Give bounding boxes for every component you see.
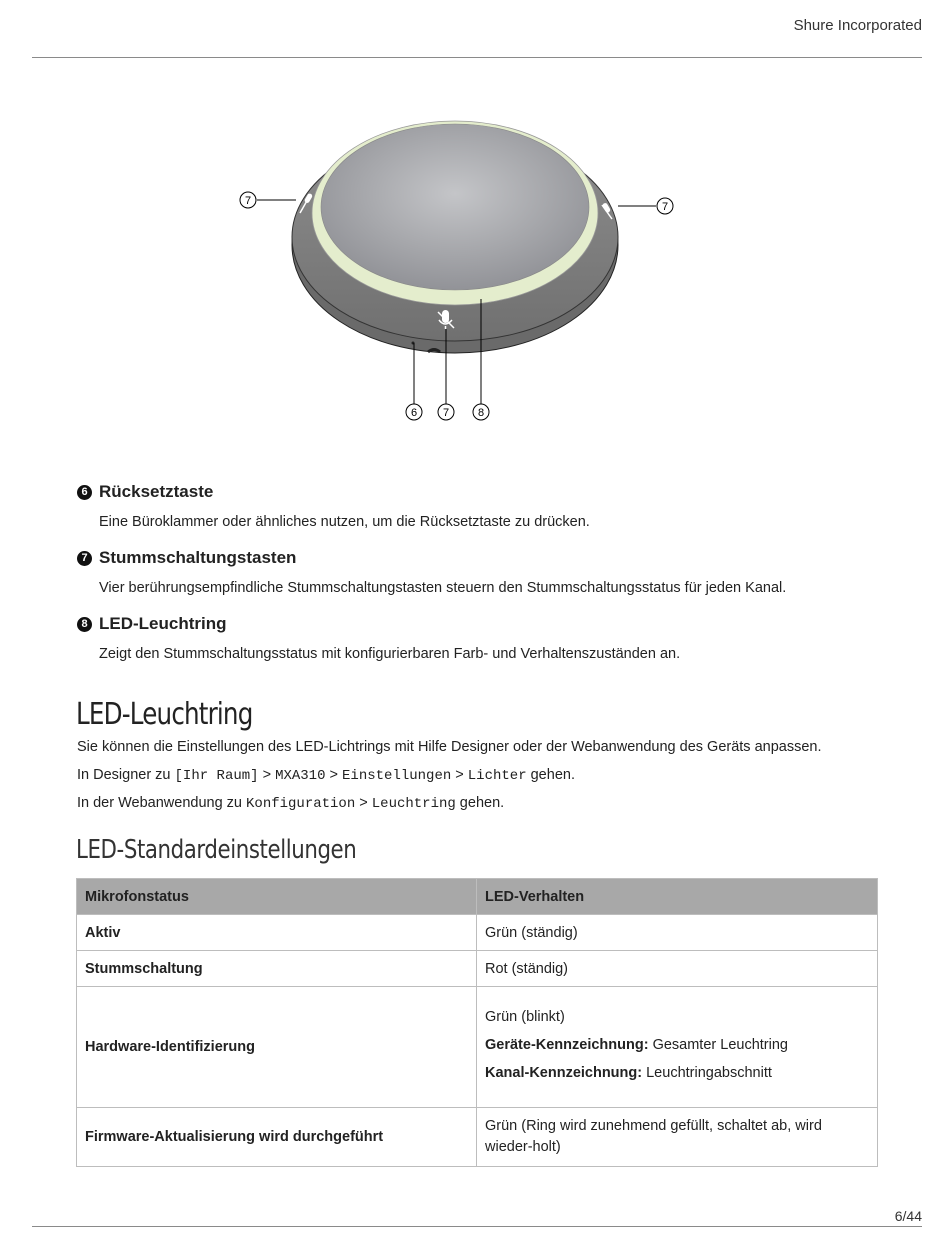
behavior-line: Grün (blinkt) [485,1009,565,1025]
designer-path [77,767,575,784]
path-separator: > [355,795,372,811]
device-id-value: Gesamter Leuchtring [648,1037,788,1053]
header-company: Shure Incorporated [793,17,922,34]
callout-list [77,482,877,680]
callout-7-front-marker [438,404,454,420]
device-figure [230,115,690,435]
webapp-prefix: In der Webanwendung zu [77,795,247,811]
callout-reset [77,482,877,530]
svg-text:8: 8 [477,407,485,419]
section-intro: Sie können die Einstellungen des LED-Lichtrings mit Hilfe Designer oder der Webanwendung des Geräts anpassen. [77,739,822,755]
webapp-suffix: gehen. [455,795,505,811]
footer-rule [32,1226,922,1227]
table-header-row [77,879,878,915]
designer-path-settings: Einstellungen [342,768,452,784]
page-number: 6/44 [894,1208,922,1224]
svg-text:6: 6 [410,407,418,419]
callout-mute-buttons [77,548,877,596]
svg-text:7: 7 [661,201,669,213]
device-id-line [485,1037,869,1053]
designer-prefix: In Designer zu [77,767,175,783]
callout-led-ring [77,614,877,662]
callout-title: Rücksetztaste [99,482,214,501]
table-row [77,1108,878,1167]
status-cell: Stummschaltung [77,951,477,987]
callout-number: 7 [77,551,92,566]
callout-title: LED-Leuchtring [99,614,227,633]
callout-7-left-marker [240,192,256,208]
header-mic-status: Mikrofonstatus [77,879,477,915]
designer-suffix: gehen. [526,767,575,783]
behavior-cell: Rot (ständig) [477,951,878,987]
callout-7-right-marker [657,198,673,214]
callout-number: 6 [77,485,92,500]
defaults-title: LED-Standardeinstellungen [76,835,357,865]
device-id-label: Geräte-Kennzeichnung: [485,1037,649,1053]
svg-text:7: 7 [244,195,252,207]
callout-text: Zeigt den Stummschaltungsstatus mit konfigurierbaren Farb- und Verhaltenszuständen an. [99,646,681,662]
designer-path-lights: Lichter [467,768,527,784]
svg-text:7: 7 [442,407,450,419]
callout-text: Eine Büroklammer oder ähnliches nutzen, um die Rücksetztaste zu drücken. [99,514,590,530]
device-top [321,124,589,290]
status-cell: Hardware-Identifizierung [77,987,477,1108]
behavior-cell: Grün (Ring wird zunehmend gefüllt, schaltet ab, wird wieder-holt) [477,1108,878,1167]
webapp-path-ring: Leuchtring [371,796,456,812]
mxa310-illustration [230,115,690,435]
section-title: LED-Leuchtring [76,697,253,732]
channel-id-value: Leuchtringabschnitt [642,1065,772,1081]
status-cell: Aktiv [77,915,477,951]
webapp-path-config: Konfiguration [246,796,356,812]
callout-text: Vier berührungsempfindliche Stummschaltungstasten steuern den Stummschaltungsstatus für jeden Kanal. [99,580,787,596]
designer-path-device: MXA310 [275,768,326,784]
callout-6-marker [406,404,422,420]
callout-8-marker [473,404,489,420]
path-separator: > [451,767,468,783]
callout-title: Stummschaltungstasten [99,548,297,567]
path-separator: > [258,767,276,783]
header-rule [32,57,922,58]
designer-path-room: [Ihr Raum] [174,768,259,784]
led-defaults-table [76,878,878,1167]
channel-id-label: Kanal-Kennzeichnung: [485,1065,643,1081]
channel-id-line [485,1065,869,1081]
table-row [77,951,878,987]
table-row [77,987,878,1108]
callout-number: 8 [77,617,92,632]
table-row [77,915,878,951]
webapp-path [77,795,504,812]
behavior-cell: Grün (ständig) [477,915,878,951]
path-separator: > [325,767,343,783]
status-cell: Firmware-Aktualisierung wird durchgeführt [77,1108,477,1167]
header-led-behavior: LED-Verhalten [477,879,878,915]
behavior-cell [477,987,878,1108]
